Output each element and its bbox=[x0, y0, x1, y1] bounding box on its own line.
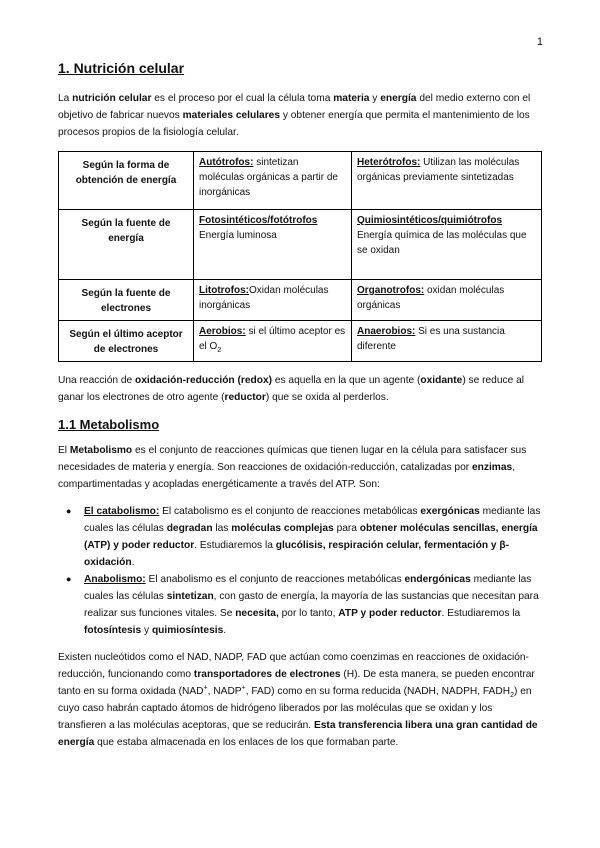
type-cell: Anaerobios: Si es una sustancia diferente bbox=[352, 321, 542, 362]
type-cell: Organotrofos: oxidan moléculas orgánicas bbox=[352, 280, 542, 321]
list-item: ● Anabolismo: El anabolismo es el conjunto de reacciones metabólicas endergónicas mediante las cuales las células sintetizan, con gasto de energía, la mayoría de las sustancias que necesitan para realizar sus funciones vitales. Se necesita, por lo tanto, ATP y poder reductor. Estudiaremos la fotosíntesis y quimiosíntesis. bbox=[84, 571, 542, 639]
type-cell: Heterótrofos: Utilizan las moléculas orgánicas previamente sintetizadas bbox=[352, 152, 542, 210]
intro-paragraph: La nutrición celular es el proceso por el cual la célula toma materia y energía del medio externo con el objetivo de fabricar nuevos materiales celulares y obtener energía que permita el mantenimiento de los procesos propios de la fisiología celular. bbox=[58, 93, 531, 138]
criterion-cell: Según el último aceptor de electrones bbox=[59, 321, 194, 362]
bullet-icon: ● bbox=[66, 506, 72, 516]
section-title: 1.1 Metabolismo bbox=[58, 417, 160, 432]
bullet-icon: ● bbox=[66, 574, 72, 584]
page-number: 1 bbox=[536, 36, 543, 48]
redox-paragraph: Una reacción de oxidación-reducción (redox) es aquella en la que un agente (oxidante) se reduce al ganar los electrones de otro agente (reductor) que se oxida al perderlos. bbox=[58, 375, 525, 403]
criterion-cell: Según la fuente de energía bbox=[59, 210, 194, 280]
metabolism-list bbox=[58, 503, 542, 639]
criterion-cell: Según la fuente de electrones bbox=[59, 280, 194, 321]
table-row bbox=[59, 321, 542, 362]
page-title: 1. Nutrición celular bbox=[58, 60, 185, 76]
document-body bbox=[58, 58, 542, 761]
type-cell: Aerobios: si el último aceptor es el $O_2$ bbox=[194, 321, 352, 362]
table-row bbox=[59, 280, 542, 321]
table-row bbox=[59, 152, 542, 210]
coenzymes-paragraph: Existen nucleótidos como el NAD, NADP, FAD que actúan como coenzimas en reacciones de oxidación-reducción, funcionando como transportadores de electrones (H). De esta manera, se pueden encontrar tanto en su forma oxidada (NAD+, NADP+, FAD) como en su forma reducida (NADH, NADPH, $FADH_2$) en cuyo caso habrán captado átomos de hidrógeno liberados por las moléculas que se oxidan y los transfieren a las moléculas aceptoras, que se reducirán. Esta transferencia libera una gran cantidad de energía que estaba almacenada en los enlaces de los que formaban parte. bbox=[58, 652, 538, 748]
criterion-cell: Según la forma de obtención de energía bbox=[59, 152, 194, 210]
type-cell: Litotrofos:Oxidan moléculas inorgánicas bbox=[194, 280, 352, 321]
type-cell: Quimiosintéticos/quimiótrofos Energía química de las moléculas que se oxidan bbox=[352, 210, 542, 280]
list-item: ● El catabolismo: El catabolismo es el conjunto de reacciones metabólicas exergónicas mediante las cuales las células degradan las moléculas complejas para obtener moléculas sencillas, energía (ATP) y poder reductor. Estudiaremos la glucólisis, respiración celular, fermentación y β-oxidación. bbox=[84, 503, 542, 571]
table-row bbox=[59, 210, 542, 280]
type-cell: Autótrofos: sintetizan moléculas orgánicas a partir de inorgánicas bbox=[194, 152, 352, 210]
type-cell: Fotosintéticos/fotótrofos Energía luminosa bbox=[194, 210, 352, 280]
nutrition-types-table bbox=[58, 151, 542, 362]
metabolism-paragraph: El Metabolismo es el conjunto de reacciones químicas que tienen lugar en la célula para satisfacer sus necesidades de materia y energía. Son reacciones de oxidación-reducción, catalizadas por enzimas, compartimentadas y acopladas energéticamente a través del ATP. Son: bbox=[58, 445, 527, 490]
